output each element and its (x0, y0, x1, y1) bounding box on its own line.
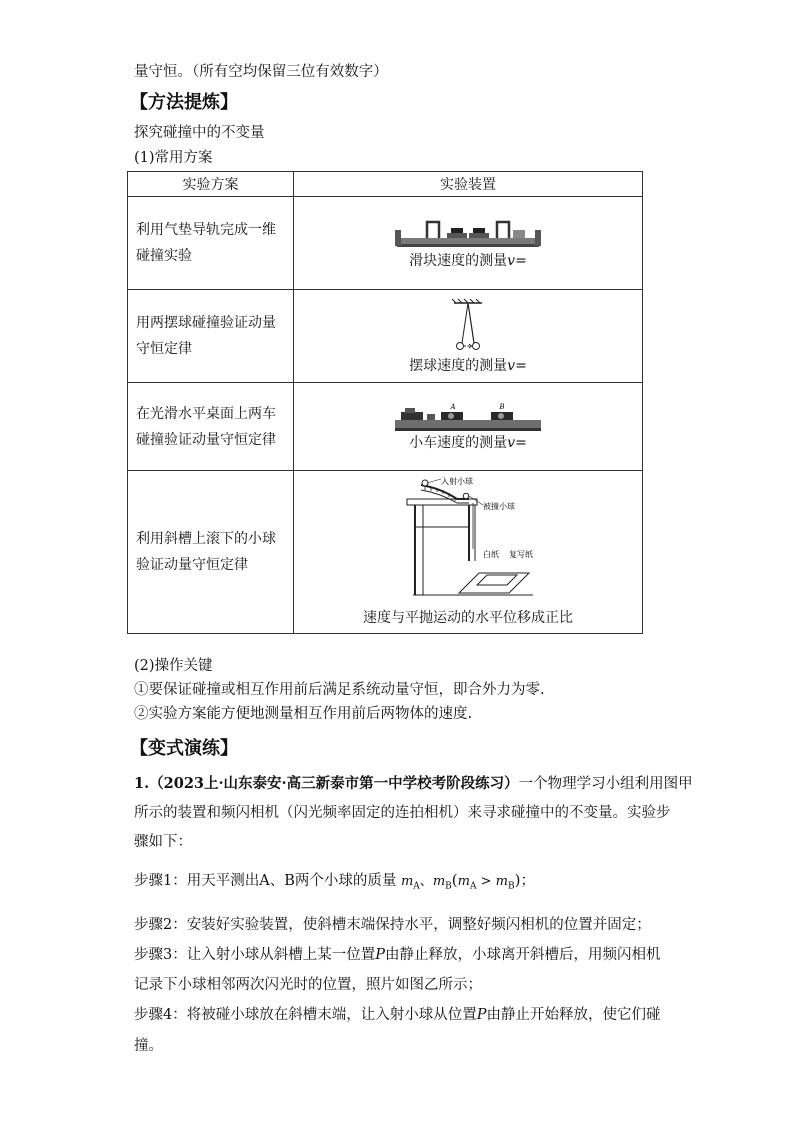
apparatus-cell (294, 290, 643, 383)
ramp-figure (393, 477, 543, 603)
step-4-cont: 撞。 (134, 1038, 163, 1054)
key-point-2: ②实验方案能方便地测量相互作用前后两物体的速度. (134, 706, 473, 722)
cart-b-label: B (499, 402, 505, 411)
ramp-target-label: 被撞小球 (483, 502, 515, 511)
air-track-figure (393, 216, 543, 252)
key-point-1: ①要保证碰撞或相互作用前后满足系统动量守恒，即合外力为零. (134, 682, 545, 698)
ramp-incident-label: 入射小球 (441, 477, 473, 486)
step-4: 步骤4：将被碰小球放在斜槽末端，让入射小球从位置P由静止开始释放，使它们碰 (134, 1007, 661, 1023)
question-source: 1.（2023上·山东泰安·高三新泰市第一中学校考阶段练习） (134, 775, 519, 792)
table-row (128, 197, 643, 290)
table-header-row (128, 172, 643, 197)
question-line-1: 1.（2023上·山东泰安·高三新泰市第一中学校考阶段练习）一个物理学习小组利用图甲 (134, 775, 693, 792)
methods-table (127, 171, 643, 634)
carts-figure (393, 402, 543, 434)
ramp-caption: 速度与平抛运动的水平位移成正比 (363, 610, 573, 626)
table-row (128, 383, 643, 471)
cart-a-label: A (450, 402, 456, 411)
table-header-apparatus: 实验装置 (294, 172, 643, 197)
air-track-caption: 滑块速度的测量v= (409, 253, 527, 269)
step-3: 步骤3：让入射小球从斜槽上某一位置P由静止释放，小球离开斜槽后，用频闪相机 (134, 947, 661, 963)
step-2: 步骤2：安装好实验装置，使斜槽末端保持水平，调整好频闪相机的位置并固定； (134, 917, 651, 933)
ramp-white-paper-label: 白纸 (483, 550, 499, 559)
scheme-text: 在光滑水平桌面上两车碰撞验证动量守恒定律 (136, 405, 276, 448)
sub-heading-key: (2)操作关键 (134, 658, 213, 674)
step-1: 步骤1：用天平测出A、B两个小球的质量 $m_A$、$m_B(m_A > m_B)$； (134, 871, 535, 892)
scheme-cell (128, 383, 294, 471)
mass-formula: $m_A$、$m_B(m_A > m_B)$ (400, 871, 521, 892)
variant-heading: 【变式演练】 (130, 738, 238, 759)
apparatus-cell (294, 197, 643, 290)
step-3-cont: 记录下小球相邻两次闪光时的位置，照片如图乙所示； (134, 977, 482, 993)
table-header-scheme: 实验方案 (128, 172, 294, 197)
pendulum-caption: 摆球速度的测量v= (409, 358, 527, 374)
scheme-cell (128, 197, 294, 290)
sub-heading-schemes: (1)常用方案 (134, 150, 213, 166)
intro-text: 探究碰撞中的不变量 (134, 125, 265, 141)
scheme-cell (128, 290, 294, 383)
pendulum-figure (438, 297, 498, 357)
scheme-cell (128, 471, 294, 634)
apparatus-cell (294, 471, 643, 634)
method-heading: 【方法提炼】 (130, 92, 238, 113)
table-row (128, 290, 643, 383)
scheme-text: 利用气垫导轨完成一维碰撞实验 (136, 222, 276, 264)
question-line-3: 骤如下： (134, 834, 192, 850)
scheme-text: 用两摆球碰撞验证动量守恒定律 (136, 315, 276, 357)
carts-caption: 小车速度的测量v= (409, 434, 527, 451)
question-line-2: 所示的装置和频闪相机（闪光频率固定的连拍相机）来寻求碰撞中的不变量。实验步 (134, 805, 671, 821)
ramp-carbon-paper-label: 复写纸 (509, 550, 533, 559)
table-row (128, 471, 643, 634)
apparatus-cell (294, 383, 643, 471)
scheme-text: 利用斜槽上滚下的小球验证动量守恒定律 (136, 531, 276, 573)
top-line: 量守恒。（所有空均保留三位有效数字） (134, 64, 388, 80)
